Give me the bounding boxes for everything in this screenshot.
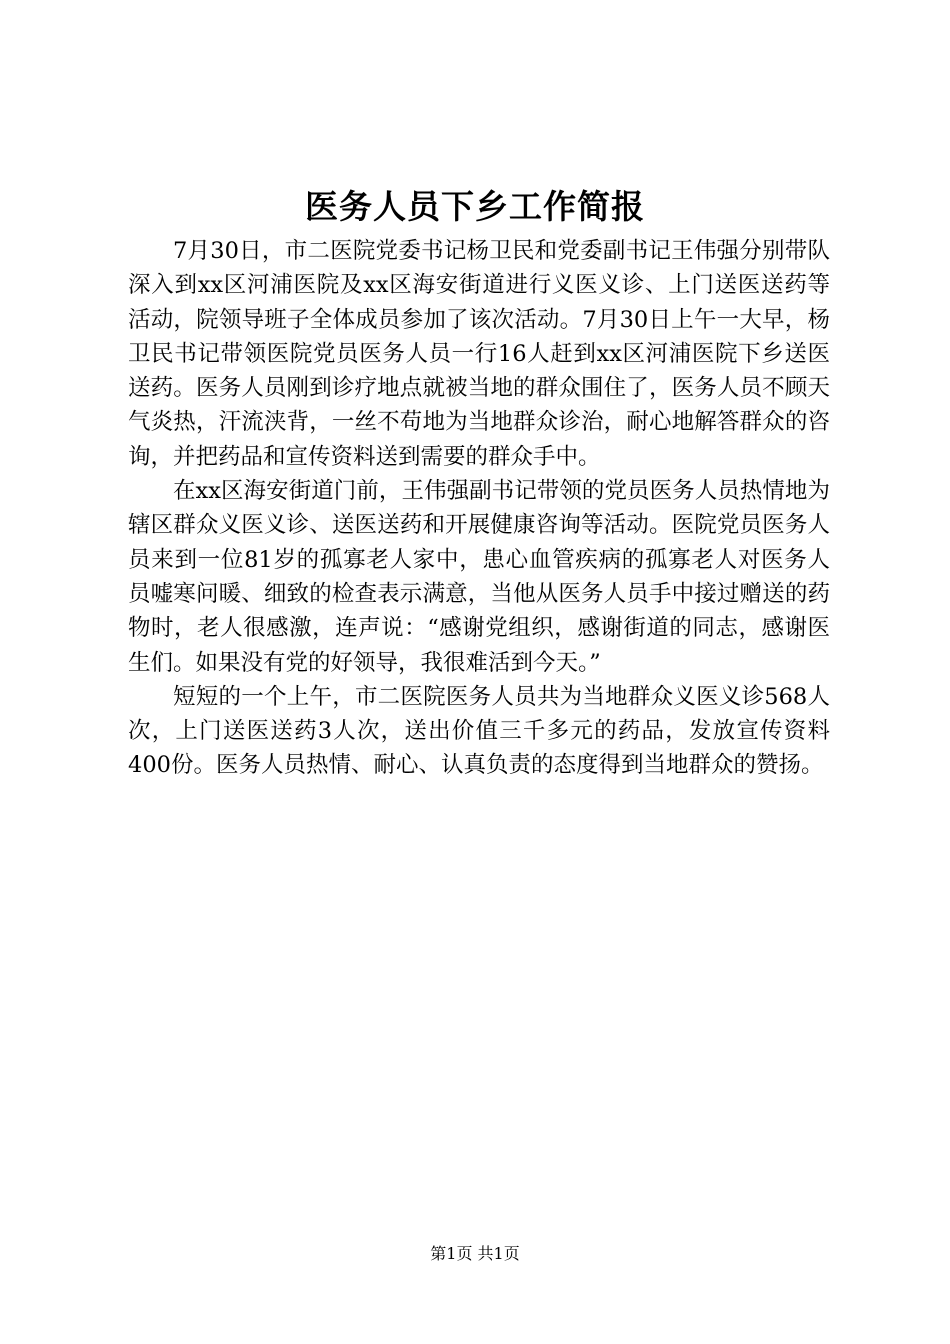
paragraph-3: 短短的一个上午，市二医院医务人员共为当地群众义医义诊568人次，上门送医送药3人次，送出价值三千多元的药品，发放宣传资料400份。医务人员热情、耐心、认真负责的态度得到当地群众的赞扬。 [128,683,830,779]
page-footer: 第1页 共1页 [430,1244,520,1263]
paragraph-2: 在xx区海安街道门前，王伟强副书记带领的党员医务人员热情地为辖区群众义医义诊、送医送药和开展健康咨询等活动。医院党员医务人员来到一位81岁的孤寡老人家中，患心血管疾病的孤寡老人对医务人员嘘寒问暖、细致的检查表示满意，当他从医务人员手中接过赠送的药物时，老人很感激，连声说：“感谢党组织，感谢街道的同志，感谢医生们。如果没有党的好领导，我很难活到今天。” [128,478,830,676]
paragraph-1: 7月30日，市二医院党委书记杨卫民和党委副书记王伟强分别带队深入到xx区河浦医院及xx区海安街道进行义医义诊、上门送医送药等活动，院领导班子全体成员参加了该次活动。7月30日上午一大早，杨卫民书记带领医院党员医务人员一行16人赶到xx区河浦医院下乡送医送药。医务人员刚到诊疗地点就被当地的群众围住了，医务人员不顾天气炎热，汗流浃背，一丝不苟地为当地群众诊治，耐心地解答群众的咨询，并把药品和宣传资料送到需要的群众手中。 [128,238,830,470]
document-body [128,234,830,783]
document-title: 医务人员下乡工作简报 [305,187,645,226]
